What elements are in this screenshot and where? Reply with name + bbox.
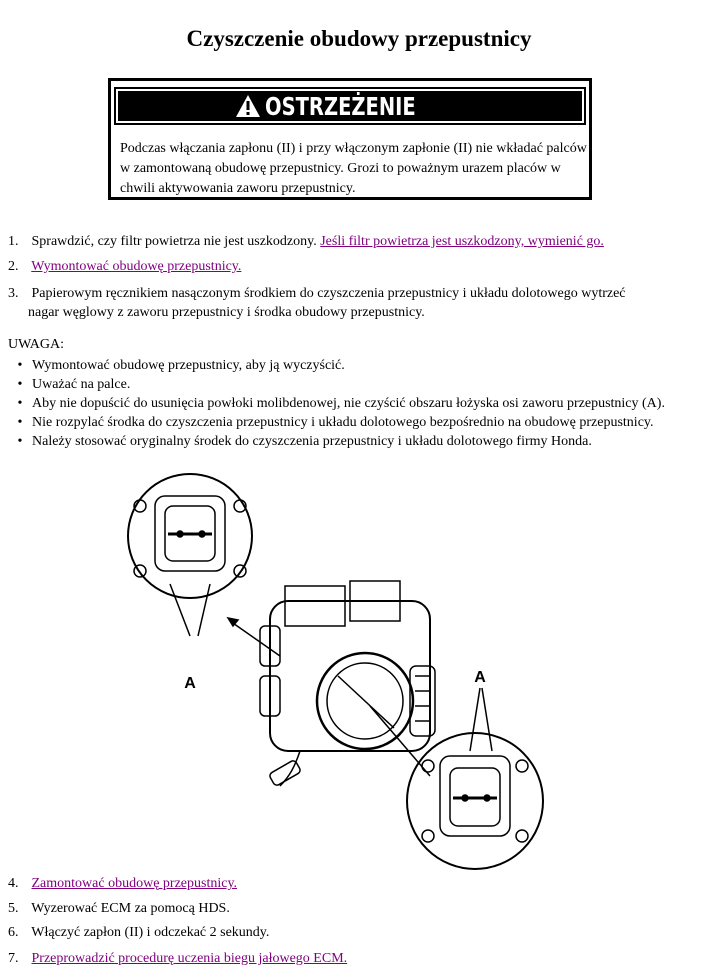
- step-number: 3.: [8, 286, 19, 301]
- list-item: • Wymontować obudowę przepustnicy, aby ją wyczyścić.: [17, 358, 345, 373]
- warning-triangle-icon: [235, 94, 261, 118]
- replace-air-filter-link[interactable]: Jeśli filtr powietrza jest uszkodzony, wymienić go.: [320, 234, 604, 249]
- step-6: [8, 923, 269, 942]
- step-number: 6.: [8, 925, 19, 940]
- list-item: • Aby nie dopuścić do usunięcia powłoki molibdenowej, nie czyścić obszaru łożyska osi zaworu przepustnicy (A).: [17, 396, 665, 411]
- callout-a-right: A: [474, 669, 486, 686]
- page-title: Czyszczenie obudowy przepustnicy: [186, 26, 532, 51]
- step-text: Sprawdzić, czy filtr powietrza nie jest uszkodzony.: [31, 234, 317, 249]
- step-text: Włączyć zapłon (II) i odczekać 2 sekundy.: [31, 925, 270, 940]
- list-item: • Należy stosować oryginalny środek do czyszczenia przepustnicy i układu dolotowego firmy Honda.: [17, 434, 592, 449]
- step-text: Papierowym ręcznikiem nasączonym środkiem do czyszczenia przepustnicy i układu dolotowego wytrzeć: [31, 286, 626, 301]
- step-text: Wyzerować ECM za pomocą HDS.: [31, 901, 230, 916]
- step-text-continued: nagar węglowy z zaworu przepustnicy i środka obudowy przepustnicy.: [28, 305, 425, 320]
- warning-label: OSTRZEŻENIE: [265, 91, 416, 121]
- list-item: • Nie rozpylać środka do czyszczenia przepustnicy i układu dolotowego bezpośrednio na obudowę przepustnicy.: [17, 415, 654, 430]
- warning-box: [108, 78, 592, 200]
- install-throttle-body-link[interactable]: Zamontować obudowę przepustnicy.: [31, 876, 238, 891]
- step-3: [8, 284, 626, 322]
- step-7: [8, 949, 347, 968]
- step-2: [8, 257, 241, 276]
- warning-text: Podczas włączania zapłonu (II) i przy włączonym zapłonie (II) nie wkładać palców w zamontowaną obudowę przepustnicy. Grozi to poważnym urazem placów w chwili aktywowania zaworu przepustnicy.: [120, 141, 587, 196]
- list-item: • Uważać na palce.: [17, 377, 131, 392]
- idle-learn-procedure-link[interactable]: Przeprowadzić procedurę uczenia biegu jałowego ECM.: [31, 951, 348, 966]
- step-number: 4.: [8, 876, 19, 891]
- callout-a-left: A: [184, 675, 196, 692]
- note-label: UWAGA:: [8, 337, 64, 352]
- note-list: [8, 356, 665, 451]
- step-5: [8, 899, 230, 918]
- step-number: 1.: [8, 234, 19, 249]
- warning-header: [114, 87, 586, 125]
- step-number: 2.: [8, 259, 19, 274]
- remove-throttle-body-link[interactable]: Wymontować obudowę przepustnicy.: [31, 259, 242, 274]
- step-1: [8, 232, 604, 251]
- step-4: [8, 874, 237, 893]
- step-number: 5.: [8, 901, 19, 916]
- step-number: 7.: [8, 951, 19, 966]
- throttle-body-illustration: [110, 466, 570, 876]
